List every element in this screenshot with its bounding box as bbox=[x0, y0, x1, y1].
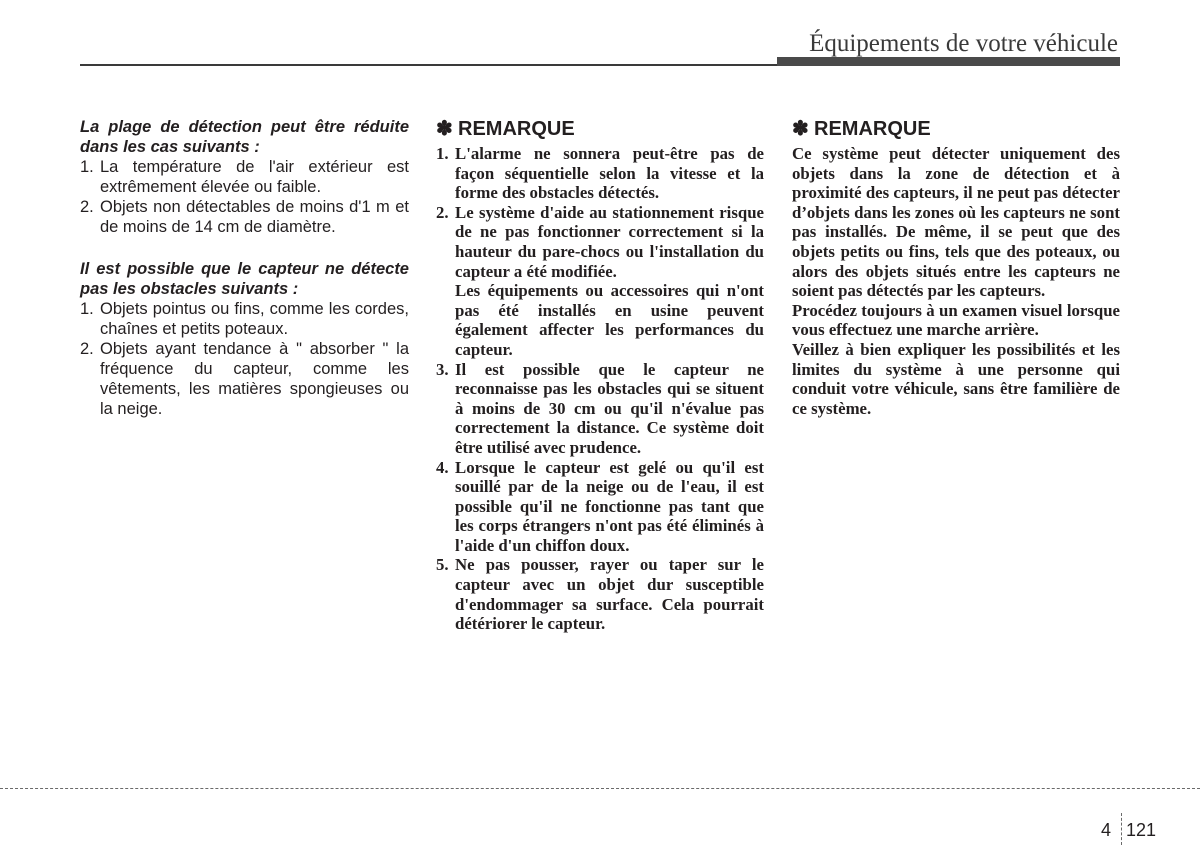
footer-dashed-rule bbox=[0, 788, 1200, 789]
list-item-number: 2. bbox=[436, 202, 449, 222]
remarque-list-continued bbox=[436, 360, 764, 634]
undetected-obstacles-list bbox=[80, 299, 409, 419]
remarque-heading bbox=[436, 117, 764, 141]
star-icon: ✽ bbox=[436, 118, 453, 140]
list-item-text: La température de l'air extérieur est extrêmement élevée ou faible. bbox=[100, 158, 409, 196]
remarque-heading bbox=[792, 117, 1120, 141]
page-number-separator bbox=[1121, 813, 1122, 845]
list-item bbox=[436, 203, 764, 281]
list-item-text: Objets pointus ou fins, comme les cordes, chaînes et petits poteaux. bbox=[100, 300, 409, 338]
page-number: 121 bbox=[1126, 820, 1157, 840]
list-item bbox=[80, 339, 409, 419]
list-item-number: 1. bbox=[80, 158, 94, 176]
list-item bbox=[436, 458, 764, 556]
list-item bbox=[80, 299, 409, 339]
list-item bbox=[80, 157, 409, 197]
star-icon: ✽ bbox=[792, 118, 809, 140]
remarque-heading-text: REMARQUE bbox=[458, 118, 575, 140]
undetected-obstacles-intro: Il est possible que le capteur ne détecte pas les obstacles suivants : bbox=[80, 260, 409, 298]
list-item-text: Ne pas pousser, rayer ou taper sur le capteur avec un objet dur susceptible d'endommager sa surface. Cela pourrait détériorer le capteur. bbox=[455, 555, 764, 634]
paragraph: Ce système peut détecter uniquement des objets dans la zone de détection et à proximité des capteurs, il ne peut pas détecter d’objets dans les zones où les capteurs ne sont pas installés. De même, il se peut que des objets petits ou fins, tels que des poteaux, ou alors des objets situés entre les capteurs ne soient pas détectés par les capteurs. bbox=[792, 144, 1120, 301]
list-item bbox=[436, 360, 764, 458]
remarque-list bbox=[436, 144, 764, 281]
list-item-number: 3. bbox=[436, 359, 449, 379]
chapter-number: 4 bbox=[1101, 820, 1112, 840]
list-item-text: Le système d'aide au stationnement risque de ne pas fonctionner correctement si la hauteur du pare-chocs ou l'installation du capteur a été modifiée. bbox=[455, 202, 764, 281]
list-item-text: Lorsque le capteur est gelé ou qu'il est souillé par de la neige ou de l'eau, il est possible qu'il ne fonctionne pas tant que les corps étrangers n'ont pas été éliminés à l'aide d'un chiffon doux. bbox=[455, 457, 764, 555]
list-item bbox=[436, 144, 764, 203]
list-item-number: 2. bbox=[80, 340, 94, 358]
header-bar bbox=[777, 57, 1120, 66]
list-item-number: 5. bbox=[436, 555, 449, 575]
remarque-heading-text: REMARQUE bbox=[814, 118, 931, 140]
list-item-number: 1. bbox=[436, 144, 449, 163]
list-item-number: 4. bbox=[436, 457, 449, 477]
column-right bbox=[792, 117, 1120, 418]
list-item-number: 2. bbox=[80, 198, 94, 216]
paragraph: Procédez toujours à un examen visuel lorsque vous effectuez une marche arrière. bbox=[792, 300, 1120, 340]
detection-range-intro: La plage de détection peut être réduite dans les cas suivants : bbox=[80, 118, 409, 156]
list-item-text: Il est possible que le capteur ne reconnaisse pas les obstacles qui se situent à moins de 30 cm ou qu'il n'évalue pas correctement la distance. Ce système doit être utilisé avec prudence. bbox=[455, 359, 764, 457]
list-item-number: 1. bbox=[80, 300, 94, 318]
list-item-text: Objets ayant tendance à " absorber " la fréquence du capteur, comme les vêtements, les matières spongieuses ou la neige. bbox=[100, 340, 409, 418]
header-rule bbox=[80, 64, 777, 66]
column-middle bbox=[436, 117, 764, 634]
list-item-subparagraph: Les équipements ou accessoires qui n'ont pas été installés en usine peuvent également affecter les performances du capteur. bbox=[455, 281, 764, 359]
column-left bbox=[80, 117, 409, 441]
list-item bbox=[436, 555, 764, 633]
list-item-text: L'alarme ne sonnera peut-être pas de façon séquentielle selon la vitesse et la forme des obstacles détectés. bbox=[455, 144, 764, 203]
remarque-body bbox=[792, 144, 1120, 418]
list-item bbox=[80, 197, 409, 237]
paragraph: Veillez à bien expliquer les possibilités et les limites du système à une personne qui conduit votre véhicule, sans être familière de ce système. bbox=[792, 339, 1120, 418]
page-header-title: Équipements de votre véhicule bbox=[809, 30, 1118, 57]
list-item-text: Objets non détectables de moins d'1 m et de moins de 14 cm de diamètre. bbox=[100, 198, 409, 236]
detection-range-list bbox=[80, 157, 409, 237]
